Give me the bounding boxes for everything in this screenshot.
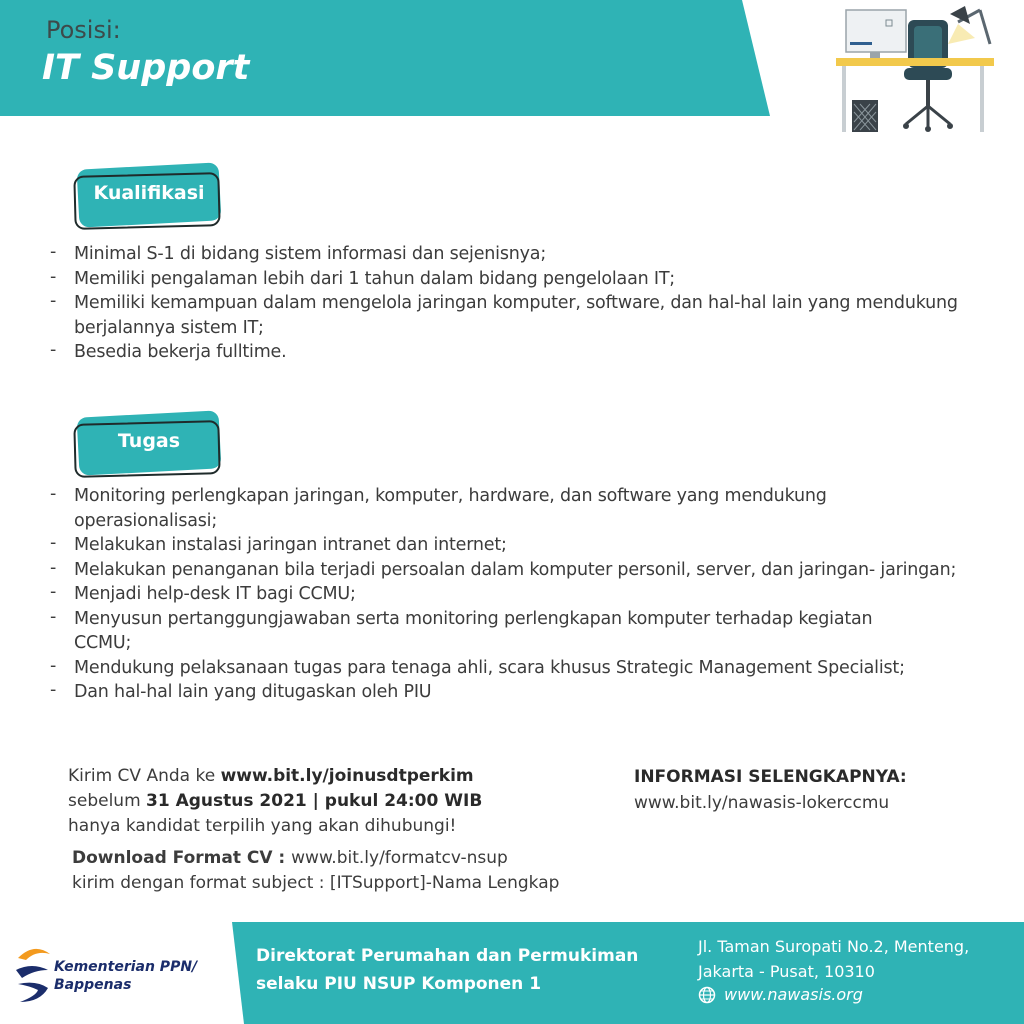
position-label: Posisi: (46, 16, 121, 44)
download-link[interactable]: www.bit.ly/formatcv-nsup (291, 848, 508, 868)
list-item: - Menjadi help-desk IT bagi CCMU; (46, 582, 986, 607)
list-item: - Dan hal-hal lain yang ditugaskan oleh PIU (46, 680, 986, 705)
qualifications-tag (74, 164, 224, 230)
download-block (72, 846, 559, 896)
tasks-list (46, 484, 986, 705)
selection-note: hanya kandidat terpilih yang akan dihubungi! (68, 816, 457, 836)
list-item: - Besedia bekerja fulltime. (46, 340, 986, 365)
tasks-tag (74, 412, 224, 478)
info-link[interactable]: www.bit.ly/nawasis-lokerccmu (634, 793, 890, 813)
website-link[interactable]: www.nawasis.org (724, 985, 863, 1004)
tasks-heading: Tugas (117, 430, 181, 452)
send-cv-line (68, 764, 482, 789)
deadline-line (68, 789, 482, 814)
list-item: - Memiliki kemampuan dalam mengelola jaringan komputer, software, dan hal-hal lain yang mendukung berjalannya sistem IT; (46, 291, 986, 340)
list-item: - Monitoring perlengkapan jaringan, komputer, hardware, dan software yang mendukung operasionalisasi; (46, 484, 876, 533)
list-item: - Melakukan penanganan bila terjadi persoalan dalam komputer personil, server, dan jaringan- jaringan; (46, 558, 986, 583)
list-item: - Memiliki pengalaman lebih dari 1 tahun dalam bidang pengelolaan IT; (46, 267, 986, 292)
desk-illustration (830, 4, 1000, 134)
qualifications-list (46, 242, 986, 365)
subject-format: kirim dengan format subject : [ITSupport]-Nama Lengkap (72, 873, 560, 893)
footer-address (698, 934, 969, 984)
address-line-2: Jakarta - Pusat, 10310 (698, 962, 875, 981)
logo-line-2: Bappenas (54, 977, 132, 993)
footer-org-line-1: Direktorat Perumahan dan Permukiman (256, 946, 639, 966)
qualifications-heading: Kualifikasi (93, 182, 205, 204)
position-title: IT Support (42, 48, 250, 88)
send-cv-prefix: Kirim CV Anda ke (68, 766, 221, 786)
list-item: - Minimal S-1 di bidang sistem informasi dan sejenisnya; (46, 242, 986, 267)
logo-text (54, 958, 197, 994)
download-line (72, 846, 559, 871)
footer-org-line-2: selaku PIU NSUP Komponen 1 (256, 974, 542, 994)
info-title: INFORMASI SELENGKAPNYA: (634, 767, 907, 787)
deadline-value: 31 Agustus 2021 | pukul 24:00 WIB (146, 791, 483, 811)
send-cv-block (68, 764, 482, 839)
list-item: - Melakukan instalasi jaringan intranet dan internet; (46, 533, 986, 558)
deadline-prefix: sebelum (68, 791, 147, 811)
list-item: - Menyusun pertanggungjawaban serta monitoring perlengkapan komputer terhadap kegiatan CCMU; (46, 607, 926, 656)
list-item: - Mendukung pelaksanaan tugas para tenaga ahli, scara khusus Strategic Management Specialist; (46, 656, 986, 681)
logo-line-1: Kementerian PPN/ (54, 959, 198, 975)
footer-organization (256, 942, 638, 998)
footer-website[interactable] (698, 985, 863, 1004)
globe-icon (698, 986, 716, 1004)
address-line-1: Jl. Taman Suropati No.2, Menteng, (698, 937, 970, 956)
download-label: Download Format CV : (72, 848, 292, 868)
info-block (634, 764, 907, 816)
send-cv-link[interactable]: www.bit.ly/joinusdtperkim (220, 766, 474, 786)
